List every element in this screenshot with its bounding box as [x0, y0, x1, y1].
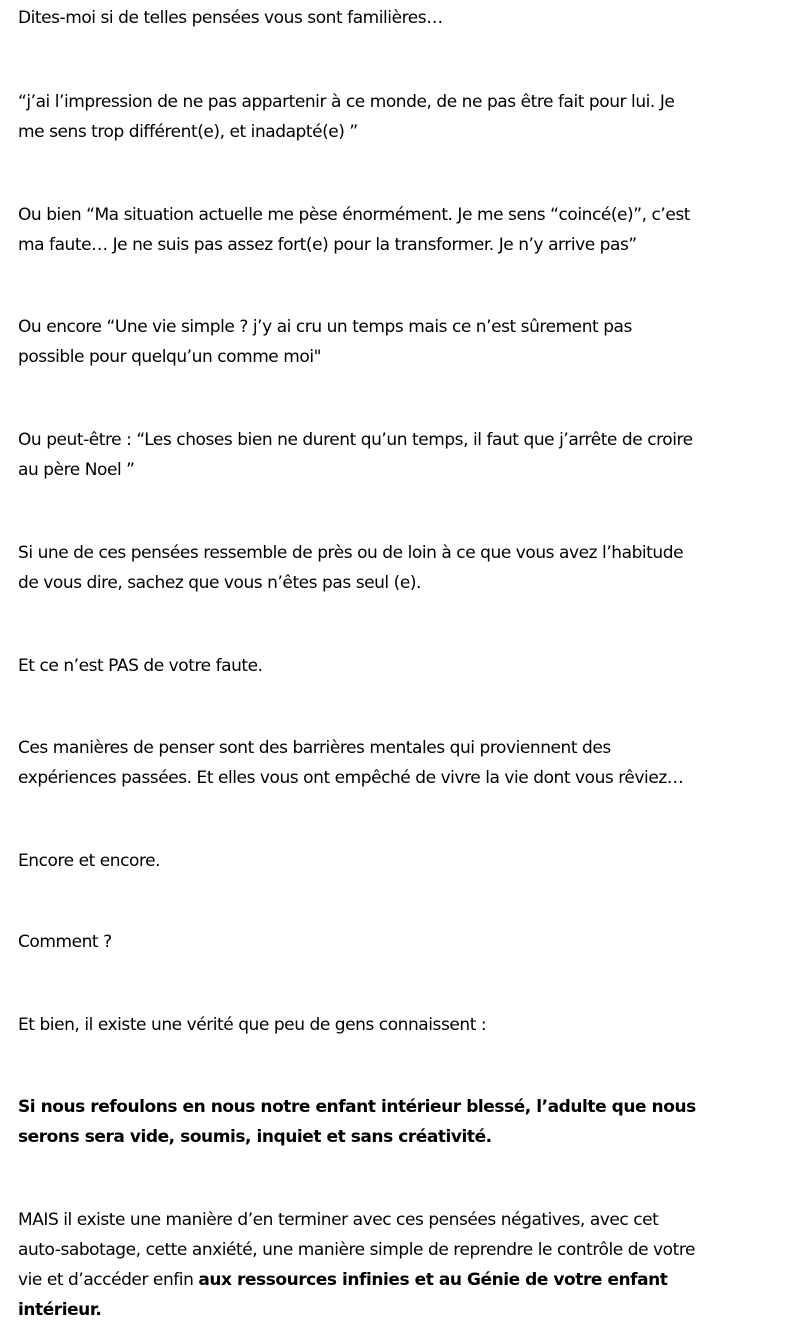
- text-line: Encore et encore.: [18, 851, 161, 871]
- text-line: “j’ai l’impression de ne pas appartenir à ce monde, de ne pas être fait pour lui. Je: [18, 92, 675, 112]
- paragraph-intro: [18, 3, 788, 33]
- text-segment: vie et d’accéder enfin: [18, 1270, 199, 1290]
- text-line: expériences passées. Et elles vous ont empêché de vivre la vie dont vous rêviez…: [18, 768, 684, 788]
- paragraph-quote-situation: [18, 200, 788, 260]
- paragraph-not-your-fault: [18, 651, 788, 681]
- paragraph-solution: [18, 1205, 788, 1325]
- text-line: Dites-moi si de telles pensées vous sont familières…: [18, 8, 443, 28]
- text-line: Ou bien “Ma situation actuelle me pèse énormément. Je me sens “coincé(e)”, c’est: [18, 205, 690, 225]
- paragraph-not-alone: [18, 538, 788, 598]
- paragraph-quote-simple-life: [18, 312, 788, 372]
- text-line: intérieur.: [18, 1300, 102, 1320]
- text-line: Ou peut-être : “Les choses bien ne durent qu’un temps, il faut que j’arrête de croire: [18, 430, 693, 450]
- paragraph-truth: [18, 1010, 788, 1040]
- text-line: de vous dire, sachez que vous n’êtes pas seul (e).: [18, 573, 421, 593]
- text-line: auto-sabotage, cette anxiété, une manière simple de reprendre le contrôle de votre: [18, 1240, 695, 1260]
- text-line: Et bien, il existe une vérité que peu de gens connaissent :: [18, 1015, 487, 1035]
- paragraph-inner-child-statement: [18, 1092, 788, 1152]
- bold-text-segment: aux ressources infinies et au Génie de votre enfant: [198, 1270, 668, 1290]
- text-line: possible pour quelqu’un comme moi": [18, 347, 321, 367]
- text-line: au père Noel ”: [18, 460, 135, 480]
- text-line-mixed: [18, 1265, 788, 1295]
- text-line: Ces manières de penser sont des barrières mentales qui proviennent des: [18, 738, 611, 758]
- text-line: serons sera vide, soumis, inquiet et sans créativité.: [18, 1127, 492, 1147]
- paragraph-quote-good-things: [18, 425, 788, 485]
- paragraph-again: [18, 846, 788, 876]
- text-line: Si une de ces pensées ressemble de près ou de loin à ce que vous avez l’habitude: [18, 543, 684, 563]
- text-line: Si nous refoulons en nous notre enfant intérieur blessé, l’adulte que nous: [18, 1097, 696, 1117]
- text-line: Ou encore “Une vie simple ? j’y ai cru un temps mais ce n’est sûrement pas: [18, 317, 632, 337]
- paragraph-mental-barriers: [18, 733, 788, 793]
- text-line: me sens trop différent(e), et inadapté(e) ”: [18, 122, 358, 142]
- text-line: Comment ?: [18, 932, 112, 952]
- paragraph-how: [18, 927, 788, 957]
- text-line: MAIS il existe une manière d’en terminer avec ces pensées négatives, avec cet: [18, 1210, 659, 1230]
- text-line: Et ce n’est PAS de votre faute.: [18, 656, 263, 676]
- paragraph-quote-belonging: [18, 87, 788, 147]
- text-line: ma faute… Je ne suis pas assez fort(e) pour la transformer. Je n’y arrive pas”: [18, 235, 637, 255]
